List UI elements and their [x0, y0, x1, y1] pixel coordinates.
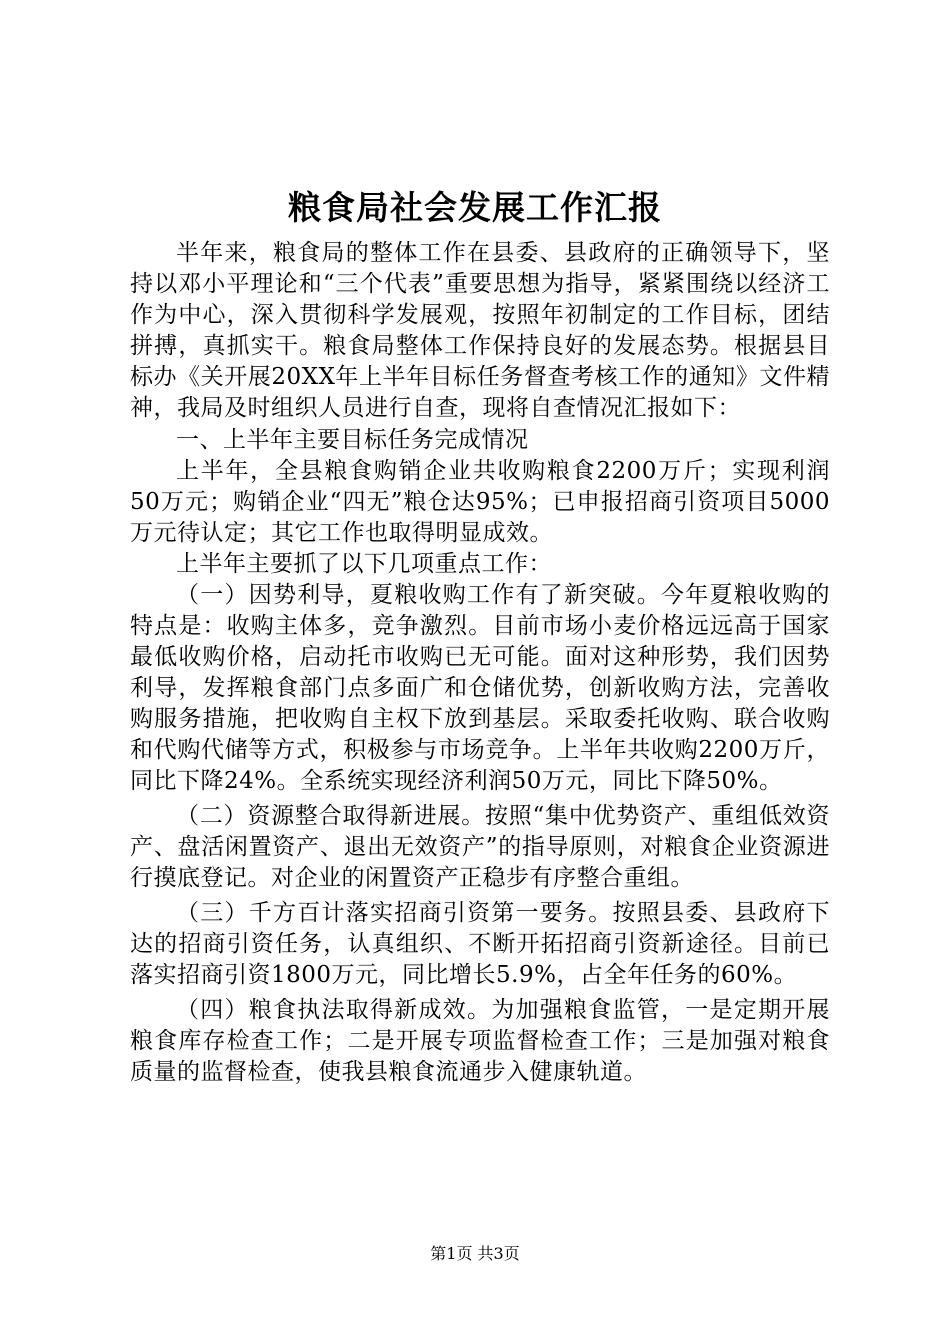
- item-three-paragraph: （三）千方百计落实招商引资第一要务。按照县委、县政府下达的招商引资任务，认真组织、不断开拓招商引资新途径。目前已落实招商引资1800万元，同比增长5.9%，占全年任务的60%。: [130, 900, 830, 988]
- document-title: 粮食局社会发展工作汇报: [288, 188, 662, 227]
- document-body: [130, 238, 830, 1088]
- section-heading: 一、上半年主要目标任务完成情况: [176, 427, 529, 453]
- page-footer: 第1页 共3页: [430, 1244, 520, 1263]
- item-four-paragraph: （四）粮食执法取得新成效。为加强粮食监管，一是定期开展粮食库存检查工作；二是开展专项监督检查工作；三是加强对粮食质量的监督检查，使我县粮食流通步入健康轨道。: [130, 997, 830, 1085]
- item-one-paragraph: （一）因势利导，夏粮收购工作有了新突破。今年夏粮收购的特点是：收购主体多，竞争激烈。目前市场小麦价格远远高于国家最低收购价格，启动托市收购已无可能。面对这种形势，我们因势利导，发挥粮食部门点多面广和仓储优势，创新收购方法，完善收购服务措施，把收购自主权下放到基层。采取委托收购、联合收购和代购代储等方式，积极参与市场竞争。上半年共收购2200万斤，同比下降24%。全系统实现经济利润50万元，同比下降50%。: [130, 582, 830, 794]
- key-work-intro: 上半年主要抓了以下几项重点工作：: [176, 551, 552, 577]
- item-two-paragraph: （二）资源整合取得新进展。按照“集中优势资产、重组低效资产、盘活闲置资产、退出无效资产”的指导原则，对粮食企业资源进行摸底登记。对企业的闲置资产正稳步有序整合重组。: [130, 803, 830, 891]
- intro-paragraph: 半年来，粮食局的整体工作在县委、县政府的正确领导下，坚持以邓小平理论和“三个代表”重要思想为指导，紧紧围绕以经济工作为中心，深入贯彻科学发展观，按照年初制定的工作目标，团结拼搏，真抓实干。粮食局整体工作保持良好的发展态势。根据县目标办《关开展20XX年上半年目标任务督查考核工作的通知》文件精神，我局及时组织人员进行自查，现将自查情况汇报如下：: [130, 240, 830, 421]
- summary-paragraph: 上半年，全县粮食购销企业共收购粮食2200万斤；实现利润50万元；购销企业“四无”粮仓达95%；已申报招商引资项目5000万元待认定；其它工作也取得明显成效。: [130, 458, 830, 546]
